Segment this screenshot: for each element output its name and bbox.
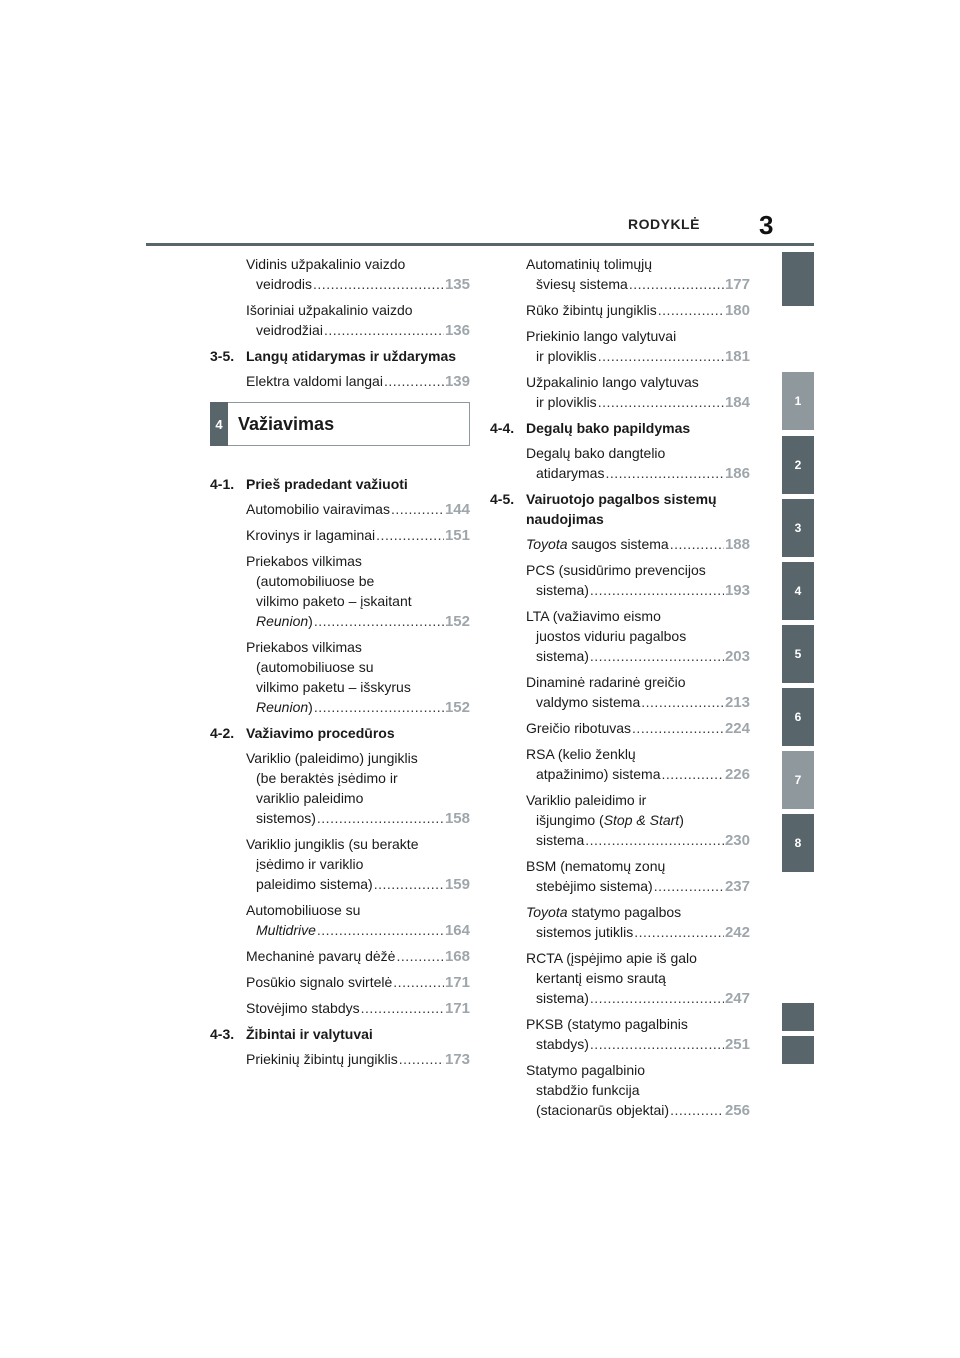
entry-text: Reunion [256, 699, 309, 715]
entry-line: Priekabos vilkimas [246, 553, 362, 569]
entry-text: (stacionarūs objektai) [536, 1102, 670, 1118]
toc-entry[interactable] [490, 790, 750, 851]
side-tab-2[interactable]: 2 [782, 436, 814, 494]
toc-entry[interactable] [210, 834, 470, 895]
leader-dots [590, 1034, 724, 1054]
toc-entry[interactable] [490, 326, 750, 367]
entry-text: paleidimo sistema) [256, 876, 373, 892]
entry-line: PKSB (statymo pagalbinis [526, 1016, 688, 1032]
leader-dots [590, 646, 724, 666]
leader-dots [598, 392, 724, 412]
entry-line: juostos viduriu pagalbos [536, 628, 687, 644]
entry-text: veidrodis [256, 276, 313, 292]
entry-text-italic: Stop & Start [603, 812, 680, 828]
brand-name: Toyota [526, 904, 568, 920]
entry-line: PCS (susidūrimo prevencijos [526, 562, 706, 578]
section-number: 4-2. [210, 725, 235, 741]
entry-line: Dinaminė radarinė greičio [526, 674, 686, 690]
section-heading [490, 489, 750, 529]
entry-line: RCTA (įspėjimo apie iš galo [526, 950, 697, 966]
side-tab-3[interactable]: 3 [782, 499, 814, 557]
toc-entry[interactable] [490, 1014, 750, 1055]
side-tab-7[interactable]: 7 [782, 751, 814, 809]
entry-text: ir ploviklis [536, 348, 597, 364]
entry-text: išjungimo ( [536, 812, 604, 828]
entry-text: Mechaninė pavarų dėžė [246, 948, 396, 964]
toc-entry[interactable] [490, 744, 750, 785]
toc-entry[interactable] [210, 1049, 470, 1070]
entry-line: Užpakalinio lango valytuvas [526, 374, 699, 390]
entry-line: vilkimo paketo – įskaitant [256, 593, 412, 609]
toc-entry[interactable] [490, 534, 750, 555]
entry-line: Statymo pagalbinio [526, 1062, 646, 1078]
entry-line: Išoriniai užpakalinio vaizdo [246, 302, 413, 318]
toc-entry[interactable] [490, 902, 750, 943]
page-number: 3 [759, 210, 774, 240]
entry-line [526, 810, 750, 830]
side-tab-blank-bottom-1[interactable] [782, 1003, 814, 1031]
leader-dots [384, 371, 444, 391]
page-ref[interactable]: 184 [724, 394, 750, 411]
leader-dots [590, 580, 724, 600]
toc-entry[interactable] [490, 372, 750, 413]
leader-dots [641, 692, 724, 712]
side-tab-6[interactable]: 6 [782, 688, 814, 746]
leader-dots [324, 320, 444, 340]
entry-line: Degalų bako dangtelio [526, 445, 666, 461]
entry-line: Priekinio lango valytuvai [526, 328, 677, 344]
page-ref[interactable]: 158 [444, 810, 470, 827]
section-number: 4-4. [490, 420, 515, 436]
toc-entry[interactable] [490, 1060, 750, 1121]
leader-dots [605, 463, 724, 483]
leader-dots [317, 808, 444, 828]
chapter-title: Važiavimas [238, 413, 335, 434]
section-number: 4-1. [210, 476, 235, 492]
entry-text: stabdys) [536, 1036, 589, 1052]
entry-text: sistema) [536, 990, 589, 1006]
section-title: Važiavimo procedūros [246, 725, 395, 741]
toc-entry[interactable] [210, 972, 470, 993]
toc-entry[interactable] [490, 672, 750, 713]
toc-entry[interactable] [210, 371, 470, 392]
toc-entry[interactable] [490, 948, 750, 1009]
leader-dots [374, 874, 444, 894]
entry-text-suffix: ) [308, 699, 313, 715]
section-number: 4-3. [210, 1026, 235, 1042]
entry-text-suffix: ) [308, 613, 313, 629]
header-title: RODYKLĖ [628, 216, 700, 232]
page-ref[interactable]: 188 [724, 536, 750, 553]
entry-line: Variklio (paleidimo) jungiklis [246, 750, 418, 766]
leader-dots [598, 346, 724, 366]
page-ref[interactable]: 181 [724, 348, 750, 365]
toc-entry[interactable] [210, 946, 470, 967]
entry-text: ) [679, 812, 684, 828]
entry-text: Posūkio signalo svirtelė [246, 974, 393, 990]
leader-dots [317, 920, 444, 940]
section-heading [210, 346, 470, 366]
leader-dots [654, 876, 724, 896]
section-title: Degalų bako papildymas [526, 420, 691, 436]
page-ref[interactable]: 168 [444, 948, 470, 965]
entry-text: Elektra valdomi langai [246, 373, 383, 389]
entry-text: sistema) [536, 582, 589, 598]
page-ref[interactable]: 226 [724, 766, 750, 783]
leader-dots [376, 525, 444, 545]
entry-text: sistema) [536, 648, 589, 664]
entry-line: (automobiliuose su [256, 659, 374, 675]
entry-line: RSA (kelio ženklų [526, 746, 636, 762]
entry-line: variklio paleidimo [256, 790, 364, 806]
side-tab-4[interactable]: 4 [782, 562, 814, 620]
section-title: Prieš pradedant važiuoti [246, 476, 408, 492]
entry-line [526, 902, 750, 922]
page-ref[interactable]: 135 [444, 276, 470, 293]
entry-line: (automobiliuose be [256, 573, 375, 589]
page-ref[interactable]: 193 [724, 582, 750, 599]
entry-text: sistema [536, 832, 585, 848]
toc-entry[interactable] [210, 551, 470, 632]
entry-line: Automatinių tolimųjų [526, 256, 653, 272]
entry-text: ir ploviklis [536, 394, 597, 410]
entry-text: veidrodžiai [256, 322, 323, 338]
entry-line: (be beraktės įsėdimo ir [256, 770, 398, 786]
entry-text: Multidrive [256, 922, 316, 938]
entry-line: Vidinis užpakalinio vaizdo [246, 256, 406, 272]
entry-line: vilkimo paketu – išskyrus [256, 679, 411, 695]
entry-text: stebėjimo sistema) [536, 878, 653, 894]
entry-text: Greičio ribotuvas [526, 720, 632, 736]
toc-entry[interactable] [490, 443, 750, 484]
leader-dots [670, 534, 724, 554]
page-ref[interactable]: 152 [444, 699, 470, 716]
entry-line: stabdžio funkcija [536, 1082, 640, 1098]
section-heading [210, 1024, 470, 1044]
leader-dots [314, 697, 444, 717]
toc-entry[interactable] [490, 560, 750, 601]
page-ref[interactable]: 173 [444, 1051, 470, 1068]
entry-text: valdymo sistema [536, 694, 641, 710]
leader-dots [314, 611, 444, 631]
entry-text: Priekinių žibintų jungiklis [246, 1051, 398, 1067]
page-ref[interactable]: 151 [444, 527, 470, 544]
section-heading [210, 723, 470, 743]
page-ref[interactable]: 237 [724, 878, 750, 895]
toc-entry[interactable] [210, 254, 470, 295]
entry-line: įsėdimo ir variklio [256, 856, 364, 872]
section-title: Langų atidarymas ir uždarymas [246, 348, 457, 364]
section-heading [210, 474, 470, 494]
page-ref[interactable]: 136 [444, 322, 470, 339]
page-ref[interactable]: 186 [724, 465, 750, 482]
toc-entry[interactable] [210, 525, 470, 546]
page-ref[interactable]: 230 [724, 832, 750, 849]
entry-text: saugos sistema [567, 536, 669, 552]
page-ref[interactable]: 256 [724, 1102, 750, 1119]
section-number: 3-5. [210, 348, 235, 364]
page-ref[interactable]: 152 [444, 613, 470, 630]
toc-entry[interactable] [210, 900, 470, 941]
toc-entry[interactable] [490, 856, 750, 897]
page-ref[interactable]: 164 [444, 922, 470, 939]
side-tab-1[interactable]: 1 [782, 372, 814, 430]
entry-line: Variklio jungiklis (su berakte [246, 836, 419, 852]
entry-text: atidarymas [536, 465, 605, 481]
entry-text: Rūko žibintų jungiklis [526, 302, 657, 318]
toc-entry[interactable] [210, 998, 470, 1019]
leader-dots [634, 922, 724, 942]
entry-text: Stovėjimo stabdys [246, 1000, 360, 1016]
chapter-banner[interactable] [210, 402, 470, 446]
page-ref[interactable]: 224 [724, 720, 750, 737]
entry-line: Automobiliuose su [246, 902, 361, 918]
entry-text: Automobilio vairavimas [246, 501, 390, 517]
page-ref[interactable]: 171 [444, 1000, 470, 1017]
page-ref[interactable]: 180 [724, 302, 750, 319]
toc-entry[interactable] [490, 254, 750, 295]
brand-name: Toyota [526, 536, 568, 552]
toc-entry[interactable] [490, 606, 750, 667]
leader-dots [399, 1049, 444, 1069]
leader-dots [632, 718, 724, 738]
leader-dots [658, 300, 724, 320]
page-ref[interactable]: 251 [724, 1036, 750, 1053]
section-title: Vairuotojo pagalbos sistemų naudojimas [526, 491, 717, 527]
side-tab-8[interactable]: 8 [782, 814, 814, 872]
toc-left-column [210, 254, 470, 1075]
toc-entry[interactable] [210, 637, 470, 718]
page-ref[interactable]: 242 [724, 924, 750, 941]
leader-dots [662, 764, 724, 784]
section-number: 4-5. [490, 491, 515, 507]
entry-line: Priekabos vilkimas [246, 639, 362, 655]
header-rule [146, 243, 814, 246]
toc-entry[interactable] [210, 499, 470, 520]
toc-entry[interactable] [210, 748, 470, 829]
page-ref[interactable]: 171 [444, 974, 470, 991]
leader-dots [585, 830, 724, 850]
toc-right-column [490, 254, 750, 1126]
page-ref[interactable]: 247 [724, 990, 750, 1007]
leader-dots [393, 972, 444, 992]
entry-line: Variklio paleidimo ir [526, 792, 647, 808]
leader-dots [590, 988, 724, 1008]
leader-dots [670, 1100, 724, 1120]
leader-dots [396, 946, 444, 966]
page-ref[interactable]: 144 [444, 501, 470, 518]
entry-text: Krovinys ir lagaminai [246, 527, 376, 543]
leader-dots [391, 499, 444, 519]
entry-line: BSM (nematomų zonų [526, 858, 666, 874]
section-title: Žibintai ir valytuvai [246, 1026, 373, 1042]
chapter-number: 4 [210, 402, 228, 446]
entry-text: šviesų sistema [536, 276, 628, 292]
leader-dots [629, 274, 724, 294]
page-ref[interactable]: 213 [724, 694, 750, 711]
entry-line: kertantį eismo srautą [536, 970, 666, 986]
side-tab-blank-bottom-2[interactable] [782, 1036, 814, 1064]
entry-text: sistemos) [256, 810, 316, 826]
entry-text: statymo pagalbos [567, 904, 682, 920]
entry-text: atpažinimo) sistema [536, 766, 661, 782]
page-ref[interactable]: 177 [724, 276, 750, 293]
leader-dots [361, 998, 444, 1018]
toc-entry[interactable] [490, 300, 750, 321]
toc-entry[interactable] [210, 300, 470, 341]
page-ref[interactable]: 203 [724, 648, 750, 665]
page-ref[interactable]: 159 [444, 876, 470, 893]
side-tab-blank-top[interactable] [782, 252, 814, 306]
section-heading [490, 418, 750, 438]
leader-dots [313, 274, 444, 294]
entry-text: sistemos jutiklis [536, 924, 634, 940]
page-ref[interactable]: 139 [444, 373, 470, 390]
side-tab-5[interactable]: 5 [782, 625, 814, 683]
toc-entry[interactable] [490, 718, 750, 739]
entry-line: LTA (važiavimo eismo [526, 608, 661, 624]
entry-text: Reunion [256, 613, 309, 629]
